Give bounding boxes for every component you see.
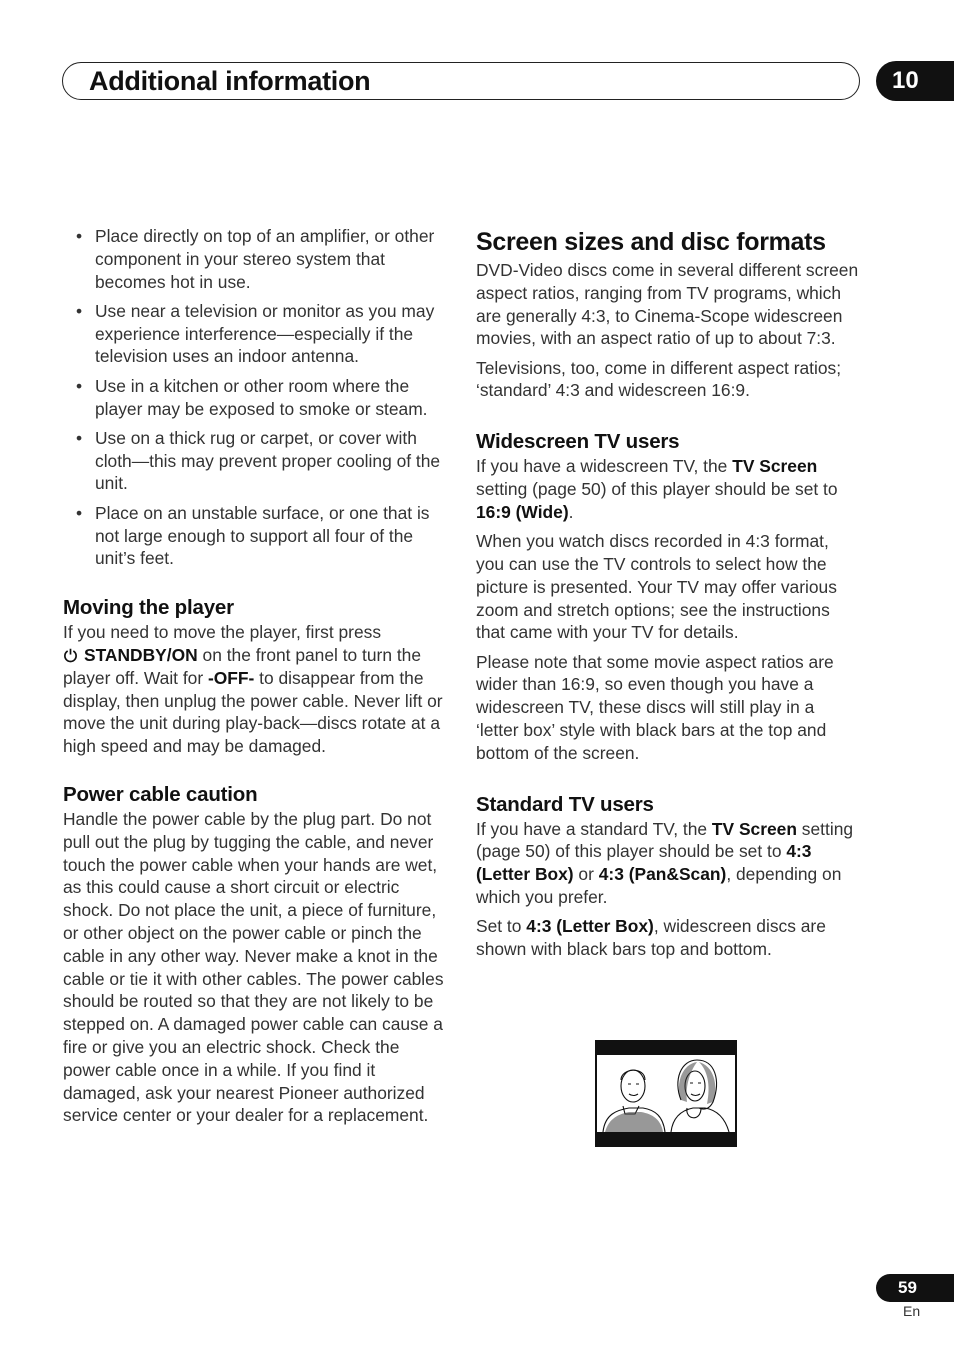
language-label: En [903,1303,921,1319]
page-number-badge: 59 [876,1274,954,1302]
section-title: Screen sizes and disc formats [476,228,826,256]
standard-setting: If you have a standard TV, the TV Screen setting (page 50) of this player should be set to 4:3 (Letter Box) or 4:3 (Pan&Scan), depending on which you prefer. [476,818,854,908]
intro-paragraph: Televisions, too, come in different aspect ratios; ‘standard’ 4:3 and widescreen 16:9. [476,357,842,401]
widescreen-paragraph: Please note that some movie aspect ratios are wider than 16:9, so even though you have a widescreen TV, these discs will still play in a ‘letter box’ style with black bars at the top and bottom of the screen. [476,651,834,763]
standard-letterbox: Set to 4:3 (Letter Box), widescreen discs are shown with black bars top and bottom. [476,916,826,960]
letterbox-illustration [595,1040,737,1147]
power-text: Handle the power cable by the plug part. Do not pull out the plug by tugging the cable, and never touch the power cable when your hands are wet, as this could cause a short circuit or electric shock. Do not place the unit, a piece of furniture, or other object on the power cable or pinch the cable in any other way. Never make a knot in the cable or tie it with other cables. The power cables should be routed so that they are not likely to be stepped on. A damaged power cable can cause a fire or give you an electric shock. Check the power cable once in a while. If you find it damaged, ask your nearest Pioneer authorized service center or your dealer for a replacement. [63,808,444,1126]
list-item: • Use on a thick rug or carpet, or cover with cloth—this may prevent proper cooling of the unit. [63,427,445,495]
header-title: Additional information [89,66,371,96]
left-column [63,225,445,1134]
list-item: • Use near a television or monitor as you may experience interference—especially if the television uses an indoor antenna. [63,300,445,368]
standard-heading: Standard TV users [476,792,654,816]
widescreen-setting: If you have a widescreen TV, the TV Screen setting (page 50) of this player should be set to 16:9 (Wide). [476,456,838,522]
power-icon [63,648,78,663]
list-item: • Use in a kitchen or other room where the player may be exposed to smoke or steam. [63,375,445,421]
caution-list [63,225,445,570]
power-heading: Power cable caution [63,782,258,806]
widescreen-paragraph: When you watch discs recorded in 4:3 format, you can use the TV controls to select how the picture is presented. Your TV may offer various zoom and stretch options; see the instructions that came with your TV for details. [476,531,837,643]
list-item: • Place directly on top of an amplifier, or other component in your stereo system that becomes hot in use. [63,225,445,293]
intro-paragraph: DVD-Video discs come in several different screen aspect ratios, ranging from TV programs, which are generally 4:3, to Cinema-Scope widescreen movies, with an aspect ratio of up to about 7:3. [476,260,859,349]
chapter-badge: 10 [876,61,954,101]
moving-heading: Moving the player [63,596,234,620]
widescreen-heading: Widescreen TV users [476,430,680,454]
right-column [476,225,860,967]
moving-text: If you need to move the player, first press STANDBY/ON on the front panel to turn the player off. Wait for -OFF- to disappear from the display, then unplug the power cable. Never lift or move the unit during play-back—discs rotate at a high speed and may be damaged. [63,622,443,757]
list-item: • Place on an unstable surface, or one that is not large enough to support all four of the unit’s feet. [63,502,445,570]
